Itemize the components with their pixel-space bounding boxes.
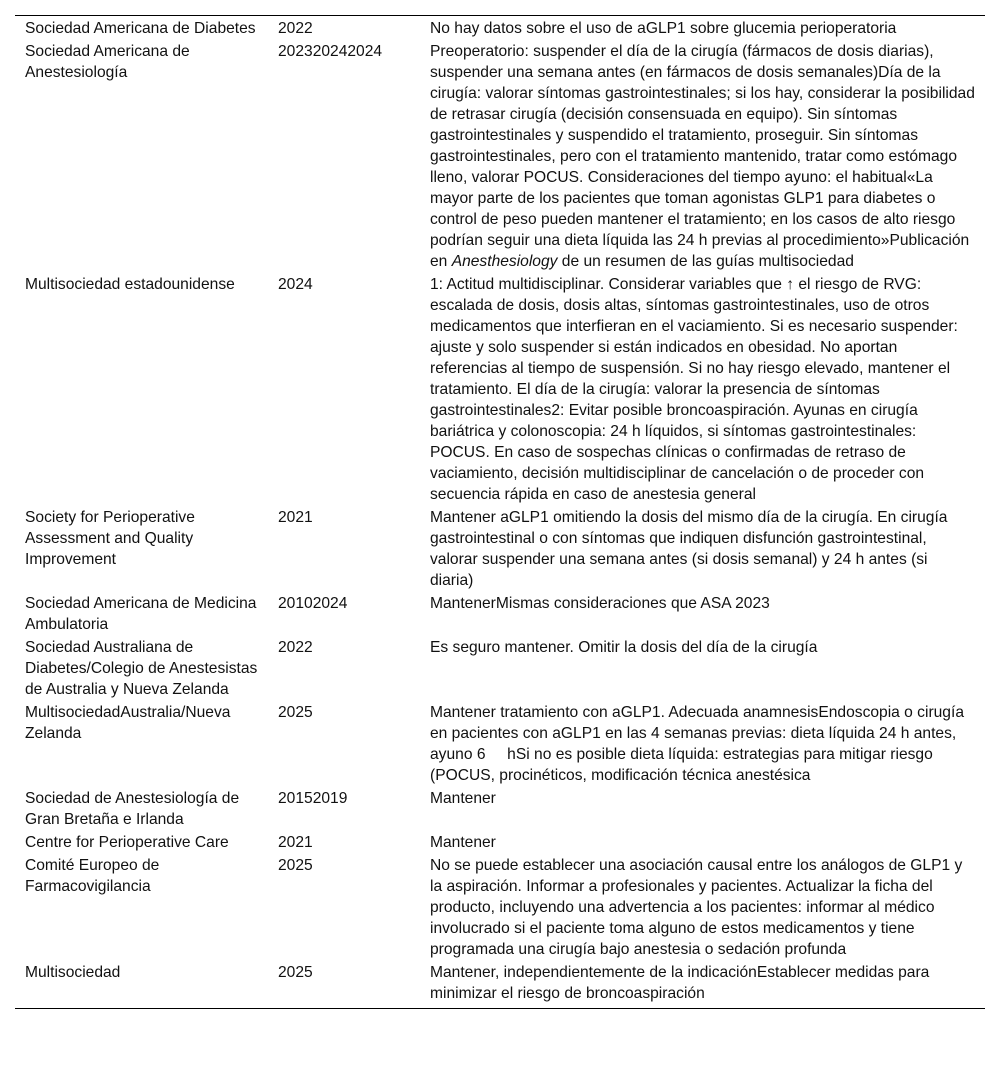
recommendation-cell: Mantener tratamiento con aGLP1. Adecuada anamnesisEndoscopia o cirugía en pacientes con aGLP1 en las 4 semanas previas: dieta líquida 24 h antes, ayuno 6 hSi no es posible dieta líquida: estrategias para mitigar riesgo (POCUS, procinéticos, modificación técnica anestésica: [430, 704, 969, 784]
recommendation-cell: No se puede establecer una asociación causal entre los análogos de GLP1 y la aspiración. Informar a profesionales y pacientes. Actualizar la ficha del producto, incluyendo una advertencia a los pacientes: informar al médico involucrado si el paciente toma alguno de estos medicamentos y tiene programada una cirugía bajo anestesia o sedación profunda: [430, 857, 963, 958]
organization-cell: Sociedad Americana de Anestesiología: [25, 43, 190, 81]
year-cell: 2025: [278, 857, 313, 874]
year-cell: 2024: [278, 276, 313, 293]
recommendation-cell: 1: Actitud multidisciplinar. Considerar variables que ↑ el riesgo de RVG: escalada de dosis, dosis altas, síntomas gastrointestinales, uso de otros medicamentos que interfieran en el vaciamiento. Si es necesario suspender: ajuste y solo suspender si están indicados en obesidad. No aportan referencias al tiempo de suspensión. Si no hay riesgo elevado, mantener el tratamiento. El día de la cirugía: valorar la presencia de síntomas gastrointestinales2: Evitar posible broncoaspiración. Ayunas en cirugía bariátrica y colonoscopia: 24 h líquidos, si síntomas gastrointestinales: POCUS. En caso de sospechas clínicas o confirmadas de retraso de vaciamiento, decisión multidisciplinar de cancelación o de proceder con secuencia rápida en caso de anestesia general: [430, 276, 958, 503]
year-cell: 2025: [278, 964, 313, 981]
year-cell: 2021: [278, 834, 313, 851]
organization-cell: Sociedad Australiana de Diabetes/Colegio de Anestesistas de Australia y Nueva Zelanda: [25, 639, 258, 698]
table-row: [15, 854, 985, 961]
table-row: [15, 787, 985, 831]
recommendation-text: Preoperatorio: suspender el día de la cirugía (fármacos de dosis diarias), suspender una semana antes (en fármacos de dosis semanales)Día de la cirugía: valorar síntomas gastrointestinales; si los hay, considerar la posibilidad de retrasar cirugía (decisión consensuada en equipo). Sin síntomas gastrointestinales y suspendido el tratamiento, proseguir. Sin síntomas gastrointestinales, pero con el tratamiento mantenido, tratar como estómago lleno, valorar POCUS. Consideraciones del tiempo ayuno: el habitual«La mayor parte de los pacientes que toman agonistas GLP1 para diabetes o control de peso pueden mantener el tratamiento; en los casos de alto riesgo podrían seguir una dieta líquida las 24 h previas al procedimiento»Publicación en: [430, 43, 975, 270]
table-row: [15, 636, 985, 701]
recommendation-text: de un resumen de las guías multisociedad: [557, 253, 854, 270]
guidelines-table-container: [15, 15, 985, 1009]
organization-cell: Sociedad de Anestesiología de Gran Bretaña e Irlanda: [25, 790, 240, 828]
year-cell: 2022: [278, 20, 313, 37]
year-cell: 20102024: [278, 595, 348, 612]
table-row: [15, 40, 985, 273]
recommendation-cell: Es seguro mantener. Omitir la dosis del día de la cirugía: [430, 639, 818, 656]
year-cell: 20152019: [278, 790, 348, 807]
year-cell: 2022: [278, 639, 313, 656]
organization-cell: Sociedad Americana de Diabetes: [25, 20, 256, 37]
organization-cell: Multisociedad estadounidense: [25, 276, 235, 293]
year-cell: 2021: [278, 509, 313, 526]
organization-cell: Centre for Perioperative Care: [25, 834, 229, 851]
table-row: [15, 273, 985, 506]
recommendation-cell: Mantener, independientemente de la indicaciónEstablecer medidas para minimizar el riesgo de broncoaspiración: [430, 964, 930, 1002]
table-row: [15, 961, 985, 1009]
table-row: [15, 16, 985, 41]
organization-cell: Sociedad Americana de Medicina Ambulatoria: [25, 595, 257, 633]
organization-cell: Comité Europeo de Farmacovigilancia: [25, 857, 160, 895]
year-cell: 2025: [278, 704, 313, 721]
organization-cell: Society for Perioperative Assessment and Quality Improvement: [25, 509, 195, 568]
table-row: [15, 592, 985, 636]
organization-cell: Multisociedad: [25, 964, 121, 981]
recommendation-cell: Mantener: [430, 834, 496, 851]
recommendation-cell: [420, 40, 985, 273]
recommendation-cell: Mantener aGLP1 omitiendo la dosis del mismo día de la cirugía. En cirugía gastrointestinal o con síntomas que indiquen disfunción gastrointestinal, valorar suspender una semana antes (si dosis semanal) y 24 h antes (si diaria): [430, 509, 948, 589]
guidelines-table: [15, 15, 985, 1009]
table-row: [15, 831, 985, 854]
table-row: [15, 701, 985, 787]
recommendation-cell: No hay datos sobre el uso de aGLP1 sobre glucemia perioperatoria: [430, 20, 897, 37]
recommendation-cell: Mantener: [430, 790, 496, 807]
journal-name: Anesthesiology: [451, 253, 558, 270]
year-cell: 202320242024: [278, 43, 383, 60]
recommendation-cell: MantenerMismas consideraciones que ASA 2023: [430, 595, 770, 612]
organization-cell: MultisociedadAustralia/Nueva Zelanda: [25, 704, 231, 742]
table-row: [15, 506, 985, 592]
